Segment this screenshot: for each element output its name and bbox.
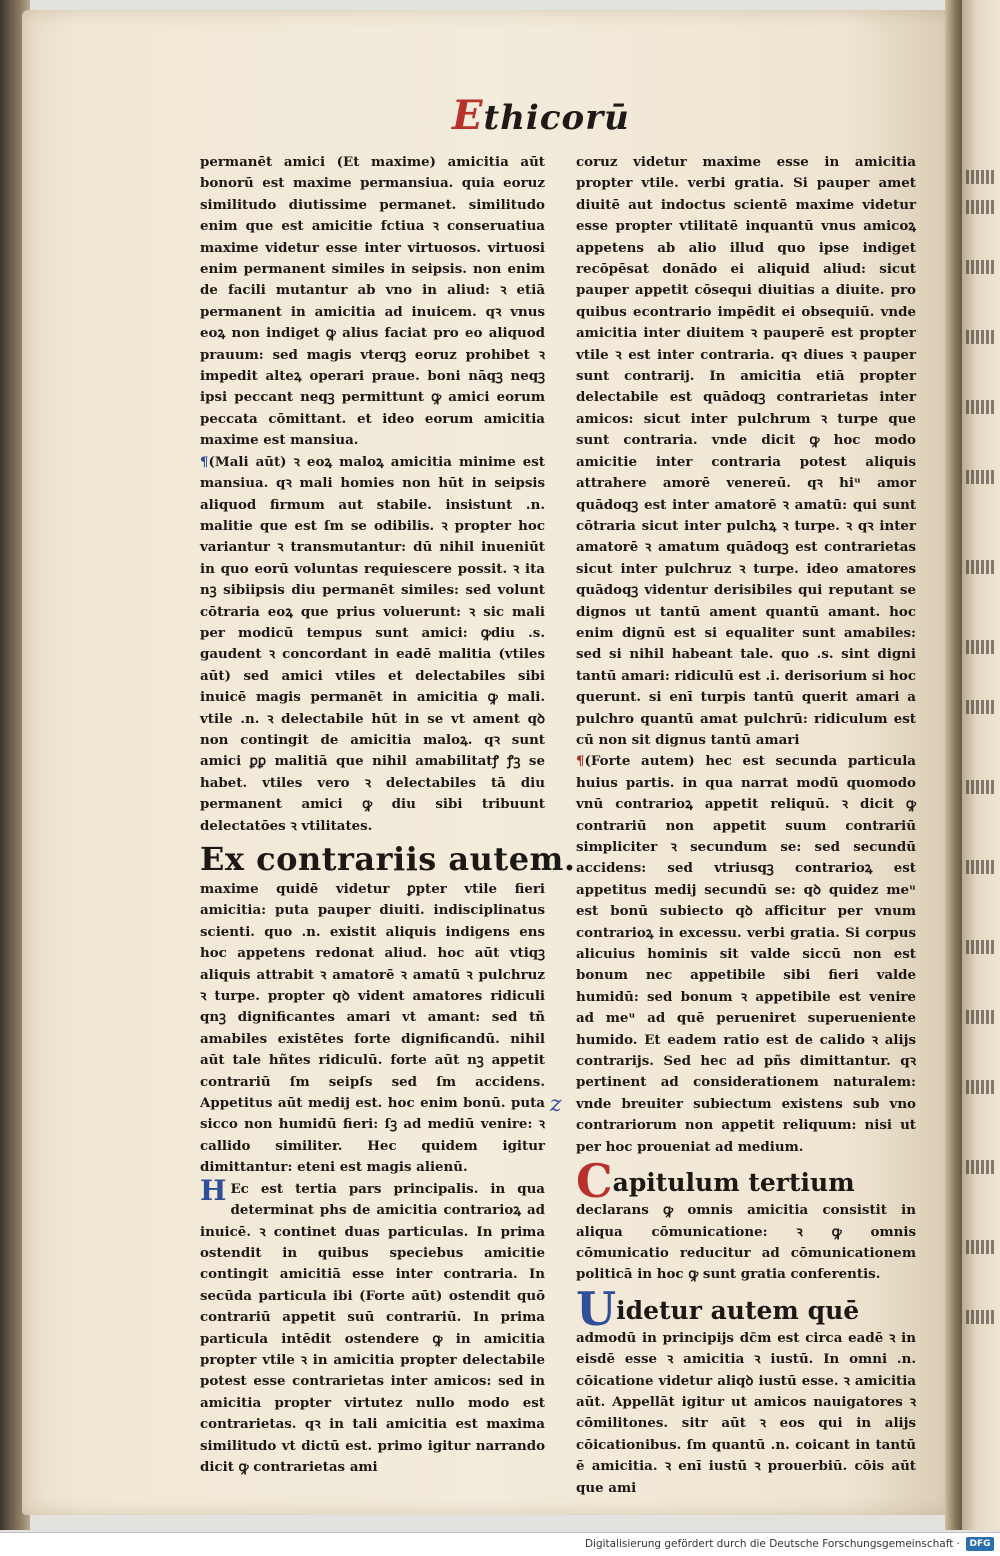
lemma-heading: Ex contrariis autem. <box>200 840 576 878</box>
paragraph: maxime quidē videtur ꝑpter vtile fieri amicitia: puta pauper diuiti. indisciplinatus scienti. quo .n. existit aliquis indigens ens hoc appetens redonat aliud. hoc aūt vtiqꝫ aliquis attrabit ꝛ amatorē ꝛ amatū ꝛ pulchruz ꝛ turpe. propter qꝺ vident amatores ridiculi qnꝫ dignificantes amari vt amant: sed tñ amabiles existētes forte dignificandū. nihil aūt tale hñtes ridiculū. forte aūt nꝫ appetit contrariū ſm seipſs sed ſm accidens. Appetitus aūt medij est. hoc enim bonū. puta sicco non humidū fieri: ſꝫ ad mediū venire: ꝛ callido similiter. Hec quidem igitur dimittantur: eteni est magis alienū. <box>200 881 545 1176</box>
paragraph-mark: ¶ <box>200 453 209 470</box>
paragraph-text: (Forte autem) hec est secunda particula huius partis. in qua narrat modū quomodo vnū contrarioꝝ appetit reliquū. ꝛ dicit ꝙ contrariū non appetit suum contrariū simpliciter ꝛ secundum se: sed secundū accidens: sed vtriusqꝫ contrarioꝝ est appetitus medij secundū se: qꝺ quidez meᵘ est bonū subiecto qꝺ afficitur per vnum contrarioꝝ in excessu. verbi gratia. Si corpus alicuius hominis sit valde siccū non est bonum nec appetibile sibi fieri valde humidū: sed bonum ꝛ appetibile est venire ad meᵘ ad quē perueniret superueniente humido. Et eadem ratio est de calido ꝛ alijs contrarijs. Sed hec ad pñs dimittantur. qꝛ pertinent ad considerationem naturalem: vnde breuiter subiectum existens sub vno contrariorum non appetit reliquum: nisi ut per hoc proueniat ad medium. <box>576 753 916 1155</box>
paragraph <box>200 452 545 837</box>
marginal-note: z <box>550 1092 562 1117</box>
footer-credit: Digitalisierung gefördert durch die Deutsche Forschungsgemeinschaft · <box>584 1538 960 1550</box>
paragraph-text: (Mali aūt) ꝛ eoꝝ maloꝝ amicitia minime est mansiua. qꝛ mali homies non hūt in seipsis aliquod firmum aut stabile. insistunt .n. malitie que est ſm se odibilis. ꝛ propter hoc variantur ꝛ transmutantur: dū nihil inueniūt in quo eorū voluntas requiescere possit. ꝛ ita nꝫ sibiipsis diu permanēt similes: sed volunt cōtraria eoꝝ que prius voluerunt: ꝛ sic mali per modicū tempus sunt amici: ꝙdiu .s. gaudent ꝛ concordant in eadē malitia (vtiles aūt) sed amici vtiles et delectabiles sibi inuicē magis permanēt in amicitia ꝙ mali. vtile .n. ꝛ delectabile hūt in se vt ament qꝺ non contingit de amicitia maloꝝ. qꝛ sunt amici ꝑꝑ malitiā que nihil amabilitatꝭ ꝭꝫ se habet. vtiles vero ꝛ delectabiles tā diu permanent amici ꝙ diu sibi tribuunt delectatōes ꝛ vtilitates. <box>200 453 545 834</box>
text-heading <box>576 1281 916 1336</box>
paragraph-text: Ec est tertia pars principalis. in qua determinat phs de amicitia contrarioꝝ ad inuicē. ꝛ continet duas particulas. In prima ostendit in quibus speciebus amicitie contingit amicitiā esse inter contraria. In secūda particula ibi (Forte aūt) ostendit quō contrariū appetit suū contrariū. In prima particula intēdit ostendere ꝙ in amicitia propter vtile ꝛ in amicitia propter delectabile potest esse contrarietas inter amicos: sed in amicitia propter virtutez nullo modo est contrarietas. qꝛ in tali amicitia est maxima similitudo vt dictū est. primo igitur narrando dicit ꝙ contrarietas ami <box>200 1180 545 1475</box>
drop-initial: H <box>200 1173 227 1207</box>
chapter-initial: C <box>576 1154 613 1209</box>
paragraph: coruz videtur maxime esse in amicitia propter vtile. verbi gratia. Si pauper amet diuitē aut indoctus scientē maxime videtur esse propter vtilitatē inquantū vnus amicoꝝ appetens ab alio illud quo ipse indiget recōpēsat donādo ei aliquid aliud: sicut pauper appetit cōsequi diuitias a diuite. pro quibus econtrario impēdit ei obsequiū. vnde amicitia inter diuitem ꝛ pauperē est propter vtile ꝛ est inter contraria. qꝛ diues ꝛ pauper sunt contrarij. In amicitia etiā propter delectabile est quādoqꝫ contrarietas inter amicos: sicut inter pulchrum ꝛ turpe que sunt contraria. vnde dicit ꝙ hoc modo amicitie inter contraria potest aliquis attrahere amorē venereū. qꝛ hiᵘ amor quādoqꝫ est inter amatorē ꝛ amatū: qui sunt cōtraria sicut inter pulchꝝ ꝛ turpe. ꝛ qꝛ inter amatorē ꝛ amatum quādoqꝫ est contrarietas sicut inter pulchruz ꝛ turpe. ideo amatores quādoqꝫ videntur derisibiles qui reputant se dignos ut tantū ament quantū amant. hoc enim dignū est si equaliter sunt amabiles: sed si nihil habeant tale. quo .s. sint digni tantū amari: ridiculū est .i. derisorium si hoc querunt. si enī turpis tantū querit amari a pulchro quantū amat pulchrū: ridiculum est cū non sit dignus tantū amari <box>576 154 916 748</box>
text-heading-text: idetur autem quē <box>616 1295 860 1325</box>
paragraph-mark: ¶ <box>576 753 585 770</box>
right-text-column <box>576 152 916 1499</box>
dfg-logo-icon: DFG <box>966 1537 994 1551</box>
paragraph: permanēt amici (Et maxime) amicitia aūt bonorū est maxime permansiua. quia eoruz similitudo diutissime permanet. similitudo enim que est amicitie fctiua ꝛ conseruatiua maxime videtur esse inter virtuosos. virtuosi enim permanent similes in seipsis. non enim de facili mutantur ab vno in aliud: ꝛ etiā permanent in amicitia ad inuicem. qꝛ vnus eoꝝ non indiget ꝙ alius faciat pro eo aliquod prauum: sed magis vterqꝫ eoruz prohibet ꝛ impedit alteꝝ operari praue. boni nāqꝫ neqꝫ ipsi peccant neqꝫ permittunt ꝙ amici eorum peccata cōmittant. et ideo eorum amicitia maxime est mansiua. <box>200 154 545 449</box>
running-head-text: thicorū <box>483 98 630 138</box>
running-head <box>452 92 630 139</box>
chapter-summary: declarans ꝙ omnis amicitia consistit in aliqua cōmunicatione: ꝛ ꝙ omnis cōmunicatio reducitur ad cōmunicationem politicā in hoc ꝙ sunt gratia conferentis. <box>576 1202 916 1283</box>
chapter-heading <box>576 1154 916 1209</box>
chapter-heading-text: apitulum tertium <box>612 1168 855 1198</box>
running-head-initial: E <box>452 92 484 139</box>
facing-page-edge <box>962 0 1000 1530</box>
text-initial: U <box>576 1281 617 1336</box>
paragraph <box>576 751 916 1158</box>
paragraph <box>200 1173 545 1479</box>
footer-bar <box>0 1532 1000 1556</box>
paragraph: admodū in principijs dc̄m est circa eadē ꝛ in eisdē esse ꝛ amicitia ꝛ iustū. In omni .n. cōicatione videtur aliqꝺ iustū esse. ꝛ amicitia aūt. Appellāt igitur ut amicos nauigatores ꝛ cōmilitones. sitr aūt ꝛ eos qui in alijs cōicationibus. ſm quantū .n. coicant in tantū ē amicitia. ꝛ enī iustū ꝛ prouerbiū. cōis aūt que ami <box>576 1329 916 1496</box>
left-text-column <box>200 152 576 1478</box>
